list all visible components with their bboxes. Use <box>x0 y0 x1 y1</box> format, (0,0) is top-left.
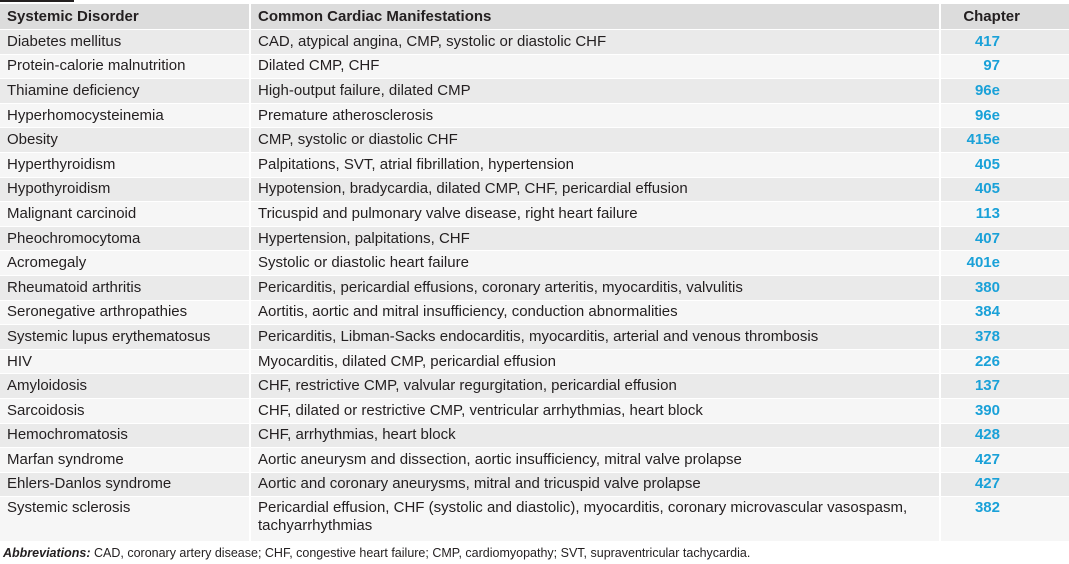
chapter-link[interactable]: 382 <box>940 497 1069 542</box>
manifestations-cell: Dilated CMP, CHF <box>250 54 940 79</box>
chapter-link[interactable]: 378 <box>940 325 1069 350</box>
chapter-link[interactable]: 390 <box>940 398 1069 423</box>
chapter-link[interactable]: 428 <box>940 423 1069 448</box>
table-row <box>0 448 1069 473</box>
table-row <box>0 202 1069 227</box>
disorder-cell: Amyloidosis <box>0 374 250 399</box>
footnote-text: CAD, coronary artery disease; CHF, congestive heart failure; CMP, cardiomyopathy; SVT, supraventricular tachycardia. <box>90 546 751 560</box>
chapter-link[interactable]: 405 <box>940 177 1069 202</box>
disorder-cell: Seronegative arthropathies <box>0 300 250 325</box>
chapter-link[interactable]: 380 <box>940 275 1069 300</box>
disorder-cell: Ehlers-Danlos syndrome <box>0 472 250 497</box>
manifestations-cell: Hypertension, palpitations, CHF <box>250 226 940 251</box>
manifestations-cell: Pericardial effusion, CHF (systolic and diastolic), myocarditis, coronary microvascular vasospasm, tachyarrhythmias <box>250 497 940 542</box>
header-systemic-disorder: Systemic Disorder <box>0 4 250 30</box>
table-row <box>0 251 1069 276</box>
manifestations-cell: Pericarditis, pericardial effusions, coronary arteritis, myocarditis, valvulitis <box>250 275 940 300</box>
header-cardiac-manifestations: Common Cardiac Manifestations <box>250 4 940 30</box>
chapter-link[interactable]: 401e <box>940 251 1069 276</box>
manifestations-cell: Systolic or diastolic heart failure <box>250 251 940 276</box>
table-row <box>0 226 1069 251</box>
table-row <box>0 349 1069 374</box>
manifestations-cell: Palpitations, SVT, atrial fibrillation, hypertension <box>250 152 940 177</box>
table-row <box>0 152 1069 177</box>
manifestations-cell: Aortic aneurysm and dissection, aortic insufficiency, mitral valve prolapse <box>250 448 940 473</box>
table-row <box>0 128 1069 153</box>
manifestations-cell: CMP, systolic or diastolic CHF <box>250 128 940 153</box>
manifestations-cell: Aortitis, aortic and mitral insufficiency, conduction abnormalities <box>250 300 940 325</box>
table-row <box>0 497 1069 542</box>
chapter-link[interactable]: 427 <box>940 448 1069 473</box>
disorder-cell: Acromegaly <box>0 251 250 276</box>
disorder-cell: Diabetes mellitus <box>0 30 250 55</box>
disorder-cell: Hypothyroidism <box>0 177 250 202</box>
manifestations-cell: Aortic and coronary aneurysms, mitral and tricuspid valve prolapse <box>250 472 940 497</box>
manifestations-cell: CHF, dilated or restrictive CMP, ventricular arrhythmias, heart block <box>250 398 940 423</box>
disorder-cell: Malignant carcinoid <box>0 202 250 227</box>
chapter-link[interactable]: 417 <box>940 30 1069 55</box>
table-row <box>0 177 1069 202</box>
manifestations-cell: Tricuspid and pulmonary valve disease, right heart failure <box>250 202 940 227</box>
chapter-link[interactable]: 97 <box>940 54 1069 79</box>
disorder-cell: Hyperhomocysteinemia <box>0 103 250 128</box>
abbreviations-footnote <box>3 546 750 560</box>
table-row <box>0 398 1069 423</box>
table-row <box>0 103 1069 128</box>
disorder-cell: Obesity <box>0 128 250 153</box>
table-row <box>0 79 1069 104</box>
disorder-cell: Systemic lupus erythematosus <box>0 325 250 350</box>
manifestations-cell: CAD, atypical angina, CMP, systolic or diastolic CHF <box>250 30 940 55</box>
header-chapter: Chapter <box>940 4 1069 30</box>
chapter-link[interactable]: 137 <box>940 374 1069 399</box>
manifestations-cell: CHF, arrhythmias, heart block <box>250 423 940 448</box>
table-row <box>0 30 1069 55</box>
table-header-row <box>0 4 1069 30</box>
top-rule <box>0 0 74 2</box>
chapter-link[interactable]: 415e <box>940 128 1069 153</box>
table-row <box>0 374 1069 399</box>
manifestations-cell: Pericarditis, Libman-Sacks endocarditis, myocarditis, arterial and venous thrombosis <box>250 325 940 350</box>
disorder-cell: Hemochromatosis <box>0 423 250 448</box>
chapter-link[interactable]: 405 <box>940 152 1069 177</box>
table-row <box>0 54 1069 79</box>
disorder-cell: Thiamine deficiency <box>0 79 250 104</box>
manifestations-cell: CHF, restrictive CMP, valvular regurgitation, pericardial effusion <box>250 374 940 399</box>
disorder-cell: Systemic sclerosis <box>0 497 250 542</box>
disorder-cell: Sarcoidosis <box>0 398 250 423</box>
table-row <box>0 325 1069 350</box>
manifestations-cell: Myocarditis, dilated CMP, pericardial effusion <box>250 349 940 374</box>
chapter-link[interactable]: 226 <box>940 349 1069 374</box>
disorder-cell: Marfan syndrome <box>0 448 250 473</box>
table-body <box>0 30 1069 542</box>
footnote-label: Abbreviations: <box>3 546 91 560</box>
disorder-cell: Rheumatoid arthritis <box>0 275 250 300</box>
cardiac-manifestations-table <box>0 4 1069 542</box>
manifestations-cell: Hypotension, bradycardia, dilated CMP, CHF, pericardial effusion <box>250 177 940 202</box>
manifestations-cell: High-output failure, dilated CMP <box>250 79 940 104</box>
disorder-cell: Pheochromocytoma <box>0 226 250 251</box>
table-row <box>0 423 1069 448</box>
manifestations-cell: Premature atherosclerosis <box>250 103 940 128</box>
chapter-link[interactable]: 96e <box>940 79 1069 104</box>
disorder-cell: Protein-calorie malnutrition <box>0 54 250 79</box>
table-row <box>0 275 1069 300</box>
table-row <box>0 300 1069 325</box>
chapter-link[interactable]: 427 <box>940 472 1069 497</box>
chapter-link[interactable]: 96e <box>940 103 1069 128</box>
chapter-link[interactable]: 113 <box>940 202 1069 227</box>
chapter-link[interactable]: 407 <box>940 226 1069 251</box>
disorder-cell: Hyperthyroidism <box>0 152 250 177</box>
chapter-link[interactable]: 384 <box>940 300 1069 325</box>
table-row <box>0 472 1069 497</box>
disorder-cell: HIV <box>0 349 250 374</box>
